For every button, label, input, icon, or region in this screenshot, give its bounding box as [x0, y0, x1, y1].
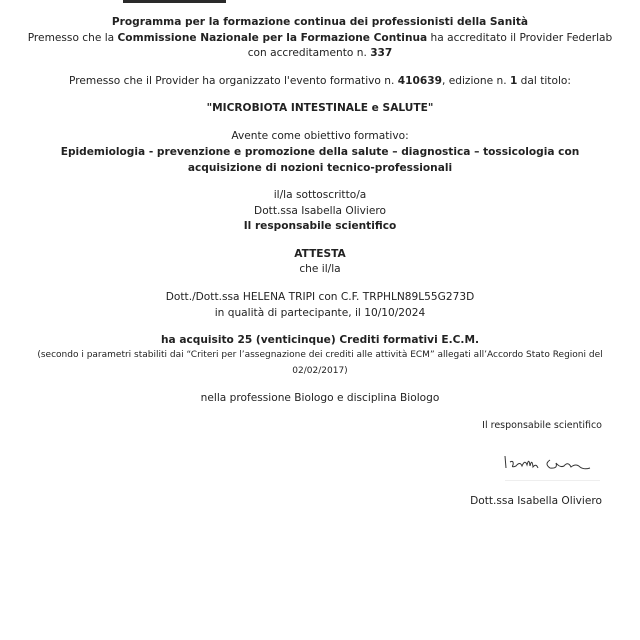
profession: nella professione Biologo e disciplina Biologo — [200, 392, 440, 404]
premise-commission: Premesso che la Commissione Nazionale per la Formazione Continua ha accreditato il Provider Federlab — [27, 32, 613, 44]
credits-note2: 02/02/2017) — [292, 366, 348, 376]
signer-role: Il responsabile scientifico — [243, 220, 397, 232]
premise-event: Premesso che il Provider ha organizzato l'evento formativo n. 410639, edizione n. 1 dal titolo: — [69, 75, 571, 87]
handwritten-signature — [502, 452, 602, 474]
participant-line2: in qualità di partecipante, il 10/10/2024 — [214, 307, 426, 319]
credits-main: ha acquisito 25 (venticinque) Crediti formativi E.C.M. — [160, 334, 480, 346]
signer-intro: il/la sottoscritto/a — [273, 189, 367, 201]
attesta-sub: che il/la — [299, 263, 341, 275]
objective-line2: acquisizione di nozioni tecnico-professionali — [187, 162, 453, 174]
event-title: "MICROBIOTA INTESTINALE e SALUTE" — [206, 102, 434, 114]
signature-role: Il responsabile scientifico — [482, 420, 602, 431]
signature-name: Dott.ssa Isabella Oliviero — [470, 495, 602, 507]
participant-line1: Dott./Dott.ssa HELENA TRIPI con C.F. TRPHLN89L55G273D — [165, 291, 475, 303]
header-logo-image — [123, 0, 226, 3]
objective-line1: Epidemiologia - prevenzione e promozione della salute – diagnostica – tossicologia con — [60, 146, 580, 158]
premise-accreditation: con accreditamento n. 337 — [247, 47, 393, 59]
signature-line — [505, 480, 600, 481]
attesta-label: ATTESTA — [294, 248, 346, 260]
objective-label: Avente come obiettivo formativo: — [231, 130, 409, 142]
program-heading: Programma per la formazione continua dei professionisti della Sanità — [111, 16, 529, 28]
credits-note1: (secondo i parametri stabiliti dai “Criteri per l’assegnazione dei crediti alle attività ECM” allegati all’Accordo Stato Regioni del — [37, 350, 603, 360]
signer-name: Dott.ssa Isabella Oliviero — [254, 205, 386, 217]
